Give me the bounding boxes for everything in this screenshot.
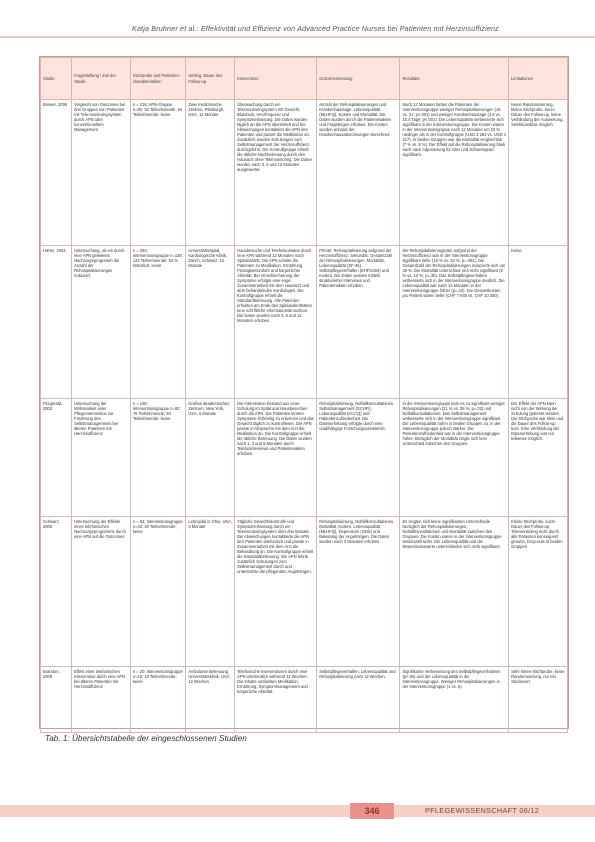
cell-limitationen: Kleine Stichprobe, kurze Dauer des Follow-up, Telemonitoring nicht durch alle Patienten konsequent genutzt, Drop-outs in beiden Gruppen xyxy=(509,517,568,667)
page-number: 346 xyxy=(364,806,380,816)
cell-fragestellung: Vergleich von Outcomes bei drei Gruppen von Patienten mit Tele-monitoringsystem durch APN oder konventionellem Management xyxy=(72,100,131,246)
cell-resultate: Signifikante Verbesserung des Selbstpflegeverhaltens (p<.05) und der Lebensqualität in der Interventionsgruppe. Weniger Rehospitalisierungen in der Interventionsgruppe (1 vs. 5). xyxy=(400,667,509,733)
running-title: Katja Bruhner et al.: Effektivität und Effizienz von Advanced Practice Nurses bei Patienten mit Herzinsuffizienz xyxy=(132,24,499,33)
table-row xyxy=(41,100,568,246)
table-row xyxy=(41,246,568,399)
cell-fragestellung: Untersuchung, ob ein durch eine APN geleitetes Nachsorgeprogramm die Anzahl der Rehospitalisierungen reduziert xyxy=(72,246,131,399)
cell-fragestellung: Untersuchung der Wirksamkeit einer Pflegeintervention zur Förderung des Selbstmanagements bei älteren Patienten mit Herzinsuffizienz xyxy=(72,399,131,517)
cell-setting: Zwei medizinische Zentren, Pittsburgh, USA, 12 Monate xyxy=(186,100,235,246)
col-header: Fragestellung / Ziel der Studie xyxy=(72,58,131,100)
cell-outcome: Anzahl der Rehospitalisierungen und Krankenhaustage, Lebensqualität (MLHFQ), Kosten und Mortalität. Die Daten wurden durch die Patientenakten und Fragebögen erhoben. Die Kosten wurden anhand der Krankenhausabrechnungen berechnet. xyxy=(317,100,400,246)
page-number-box xyxy=(350,803,394,819)
col-header: Setting, Dauer des Follow-up xyxy=(186,58,235,100)
table-header-row xyxy=(41,58,568,100)
cell-setting: Lehrspital in Ohio, USA, 3 Monate xyxy=(186,517,235,667)
cell-intervention: Überwachung durch ein Telemonitoringsystem mit Gewicht, Blutdruck, Herzfrequenz und Symptomerfassung. Die Daten wurden täglich an die APN übermittelt und bei Abweichungen kontaktiert die APN den Patienten und passte die Medikation an. Zusätzlich wurden Schulungen zum Selbstmanagement der Herzinsuffizienz durchgeführt. Die Kontrollgruppe erhielt die übliche Nachbetreuung durch den Hausarzt ohne Telemonitoring. Die Daten wurden nach 3, 6 und 12 Monaten ausgewertet. xyxy=(235,100,317,246)
cell-studie: Schwarz, 2008 xyxy=(41,517,72,667)
cell-resultate: Die Rehospitalisierungsrate aufgrund der Herzinsuffizienz war in der Interventionsgruppe signifikant tiefer (18 % vs. 34 %; p=.004). Die Gesamtzahl der Rehospitalisierungen reduzierte sich um 38 %. Die Mortalität unterschied sich nicht signifikant (9 % vs. 12 %; p=.38). Das Selbstpflegeverhalten verbesserte sich in der Interventionsgruppe deutlich. Die Lebensqualität war nach 12 Monaten in der Interventionsgruppe höher (p=.02). Die Gesamtkosten pro Patient waren tiefer (CHF 7 840 vs. CHF 10 350). xyxy=(400,246,509,399)
studies-table xyxy=(40,57,568,733)
journal-name: PFLEGEWISSENSCHAFT 06/12 xyxy=(425,806,540,815)
col-header: Limitationen xyxy=(509,58,568,100)
col-header: Studie xyxy=(41,58,72,100)
cell-intervention: Telefonische Interventionen durch eine APN wöchentlich während 12 Wochen. Die Inhalte umfassten Medikation, Ernährung, Symptommanagement und körperliche Aktivität. xyxy=(235,667,317,733)
cell-studie: Brewer, 2005 xyxy=(41,100,72,246)
cell-stichprobe: n = 160; Interventionsgruppe n=80; 76 Teilnehmende; 84 Teilnehmende; keine xyxy=(130,399,185,517)
table-row xyxy=(41,667,568,733)
cell-outcome: Rehospitalisierung, Notfallkonsultationen, Selbstmanagement (SCHFI), Lebensqualität (KCCQ) und Patientenzufriedenheit. Die Datenerhebung erfolgte durch eine unabhängige Forschungsassistentin. xyxy=(317,399,400,517)
cell-intervention: Die Intervention bestand aus einer Schulung im Spital und Hausbesuchen durch die APN. Die Patienten lernten Symptome frühzeitig zu erkennen und das Gewicht täglich zu kontrollieren. Die APN passte in Absprache mit dem Arzt die Medikation an. Die Kontrollgruppe erhielt die übliche Betreuung. Die Daten wurden nach 1, 3 und 6 Monaten durch Telefoninterviews und Patientenakten erhoben. xyxy=(235,399,317,517)
cell-setting: Universitätsspital, Kardiologische Klinik, Zürich, Schweiz, 12 Monate xyxy=(186,246,235,399)
header-rule xyxy=(0,36,595,38)
col-header: Resultate xyxy=(400,58,509,100)
cell-stichprobe: n = 216; APN-Gruppe n=92; 52 Teilnehmende; 64 Teilnehmende; keine xyxy=(130,100,185,246)
cell-resultate: Es zeigten sich keine signifikanten Unterschiede bezüglich der Rehospitalisierungen, Notfallkonsultationen und Mortalität zwischen den Gruppen. Die Kosten waren in der Interventionsgruppe tendenziell tiefer. Die Lebensqualität und die Depressionswerte unterschieden sich nicht signifikant. xyxy=(400,517,509,667)
cell-outcome: Primär: Rehospitalisierung aufgrund der Herzinsuffizienz. Sekundär: Gesamtzahl der Rehospitalisierungen, Mortalität, Lebensqualität (SF-36), Selbstpflegeverhalten (EHFScBS) und Kosten. Die Daten wurden mittels strukturierter Interviews und Patientenakten erhoben. xyxy=(317,246,400,399)
cell-limitationen: Der Effekt der APN kann nicht von der Wirkung der Schulung getrennt werden. Die Stichprobe war klein und die Dauer des Follow-up kurz. Eine Verblindung der Datenerhebung war nur teilweise möglich. xyxy=(509,399,568,517)
cell-fragestellung: Untersuchung der Effekte eines telefonischen Nachsorgeprogramms durch eine APN auf die Outcomes xyxy=(72,517,131,667)
cell-intervention: Hausbesuche und Telefonkontakte durch eine APN während 12 Monaten nach Spitalaustritt. Die APN schulte die Patienten zu Medikation, Ernährung, Flüssigkeitszufuhr und körperlicher Aktivität. Bei Verschlechterung der Symptome erfolgte eine enge Zusammenarbeit mit dem Hausarzt und dem behandelnden Kardiologen. Die Kontrollgruppe erhielt die Standardbetreuung. Alle Patienten erhielten am Ende des Spitalaufenthaltes eine schriftliche Informationsbroschüre. Die Daten wurden nach 3, 6 und 12 Monaten erhoben. xyxy=(235,246,317,399)
cell-limitationen: Keine xyxy=(509,246,568,399)
cell-limitationen: Keine Randomisierung, kleine Stichprobe, kurze Dauer des Follow-up, keine Verblindung der Auswertung, Selektionsbias möglich xyxy=(509,100,568,246)
cell-stichprobe: n = 254; Interventionsgruppe n=130; 124 Teilnehmende; 53 % männlich; keine xyxy=(130,246,185,399)
cell-setting: Ambulante Betreuung, Universitätsklinik, USA, 12 Wochen xyxy=(186,667,235,733)
col-header: Outcomemessung xyxy=(317,58,400,100)
cell-outcome: Rehospitalisierung, Notfallkonsultationen, Mortalität, Kosten, Lebensqualität (MLHFQ), Depression (GDS) und Belastung der Angehörigen. Die Daten wurden nach 3 Monaten erhoben. xyxy=(317,517,400,667)
table-row xyxy=(41,517,568,667)
cell-stichprobe: n = 84; Interventionsgruppe n=42; 40 Teilnehmende; keine xyxy=(130,517,185,667)
table-caption: Tab. 1: Übersichtstabelle der eingeschlossenen Studien xyxy=(45,734,247,743)
studies-table-container xyxy=(39,56,569,729)
cell-outcome: Selbstpflegeverhalten, Lebensqualität und Rehospitalisierung nach 12 Wochen. xyxy=(317,667,400,733)
cell-fragestellung: Effekt einer telefonischen Intervention durch eine APN bei älteren Patienten mit Herzinsuffizienz xyxy=(72,667,131,733)
cell-resultate: In der Interventionsgruppe kam es zu signifikant weniger Rehospitalisierungen (21 % vs. 38 %; p=.02) und Notfallkonsultationen. Das Selbstmanagement verbesserte sich in der Interventionsgruppe signifikant. Die Lebensqualität nahm in beiden Gruppen zu, in der Interventionsgruppe jedoch stärker. Die Patientenzufriedenheit war in der Interventionsgruppe höher. Bezüglich der Mortalität zeigte sich kein Unterschied zwischen den Gruppen. xyxy=(400,399,509,517)
cell-studie: Harter, 2004 xyxy=(41,246,72,399)
cell-intervention: Tägliche Gewichtskontrolle und Symptomerfassung durch ein Telemonitoringsystem über drei Monate. Bei Abweichungen kontaktierte die APN den Patienten telefonisch und passte in Zusammenarbeit mit dem Arzt die Behandlung an. Die Kontrollgruppe erhielt die Standardbetreuung. Die APN führte zusätzlich Schulungen zum Selbstmanagement durch und unterstützte die pflegenden Angehörigen. xyxy=(235,517,317,667)
cell-limitationen: Sehr kleine Stichprobe, keine Randomisierung, nur ein Studienort xyxy=(509,667,568,733)
col-header: Stichprobe und Patienten-charakteristiken xyxy=(130,58,185,100)
cell-resultate: Nach 12 Monaten hatten die Patienten der Interventionsgruppe weniger Rehospitalisierungen (15 vs. 31; p<.001) und weniger Krankenhaustage (4.6 vs. 10.4 Tage; p<.001). Die Lebensqualität verbesserte sich signifikant in der Interventionsgruppe. Die Kosten waren in der Interventionsgruppe nach 12 Monaten um 22 % niedriger als in der Kontrollgruppe (USD 3 281 vs. USD 4 217). In beiden Gruppen war die Mortalität vergleichbar (7 % vs. 8 %). Der Effekt auf die Rehospitalisierung blieb auch nach Adjustierung für Alter und Schweregrad signifikant. xyxy=(400,100,509,246)
col-header: Intervention xyxy=(235,58,317,100)
cell-setting: Großes akademisches Zentrum, New York, USA, 6 Monate xyxy=(186,399,235,517)
table-row xyxy=(41,399,568,517)
cell-studie: Brandon, 2009 xyxy=(41,667,72,733)
cell-stichprobe: n = 20; Interventionsgruppe n=10; 10 Teilnehmende; keine xyxy=(130,667,185,733)
cell-studie: Fitzgerald, 2003 xyxy=(41,399,72,517)
